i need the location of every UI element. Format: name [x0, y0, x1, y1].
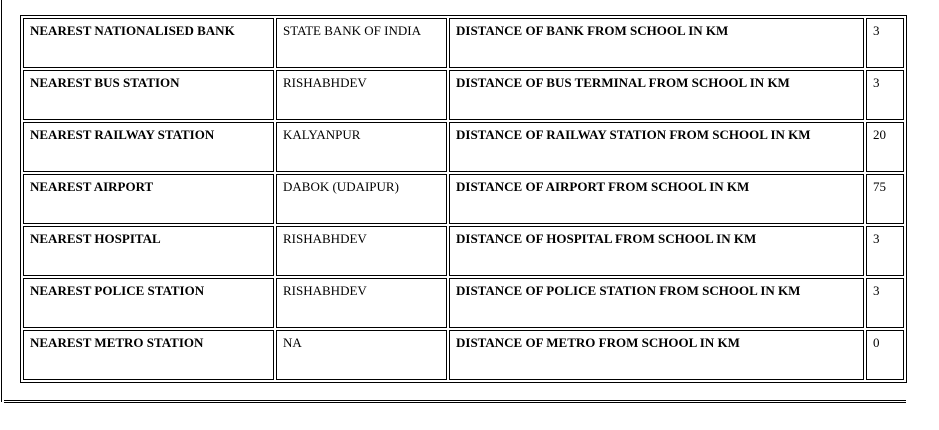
bottom-border-rule: [4, 400, 906, 401]
facility-label: NEAREST RAILWAY STATION: [23, 122, 274, 172]
distance-value: 3: [866, 226, 904, 276]
facility-name: NA: [276, 330, 447, 380]
left-border-rule: [1, 0, 2, 402]
distance-label: DISTANCE OF BUS TERMINAL FROM SCHOOL IN KM: [449, 70, 864, 120]
facility-name: KALYANPUR: [276, 122, 447, 172]
distance-label: DISTANCE OF POLICE STATION FROM SCHOOL IN KM: [449, 278, 864, 328]
facility-label: NEAREST METRO STATION: [23, 330, 274, 380]
distance-value: 3: [866, 70, 904, 120]
distance-label: DISTANCE OF AIRPORT FROM SCHOOL IN KM: [449, 174, 864, 224]
table-row: [23, 174, 904, 224]
facility-label: NEAREST HOSPITAL: [23, 226, 274, 276]
distance-label: DISTANCE OF METRO FROM SCHOOL IN KM: [449, 330, 864, 380]
table-row: [23, 18, 904, 68]
distance-value: 20: [866, 122, 904, 172]
table-row: [23, 70, 904, 120]
table-row: [23, 330, 904, 380]
facility-label: NEAREST AIRPORT: [23, 174, 274, 224]
facility-name: DABOK (UDAIPUR): [276, 174, 447, 224]
facility-label: NEAREST POLICE STATION: [23, 278, 274, 328]
distance-value: 75: [866, 174, 904, 224]
distance-label: DISTANCE OF HOSPITAL FROM SCHOOL IN KM: [449, 226, 864, 276]
facility-name: RISHABHDEV: [276, 226, 447, 276]
distance-label: DISTANCE OF BANK FROM SCHOOL IN KM: [449, 18, 864, 68]
table-row: [23, 278, 904, 328]
facility-name: RISHABHDEV: [276, 70, 447, 120]
distance-value: 0: [866, 330, 904, 380]
facility-name: STATE BANK OF INDIA: [276, 18, 447, 68]
facility-label: NEAREST BUS STATION: [23, 70, 274, 120]
bottom-border-rule-inner: [4, 402, 906, 403]
table-row: [23, 226, 904, 276]
table-row: [23, 122, 904, 172]
distance-value: 3: [866, 18, 904, 68]
distance-value: 3: [866, 278, 904, 328]
nearby-facilities-table: [20, 15, 907, 383]
facility-label: NEAREST NATIONALISED BANK: [23, 18, 274, 68]
facility-name: RISHABHDEV: [276, 278, 447, 328]
distance-label: DISTANCE OF RAILWAY STATION FROM SCHOOL IN KM: [449, 122, 864, 172]
